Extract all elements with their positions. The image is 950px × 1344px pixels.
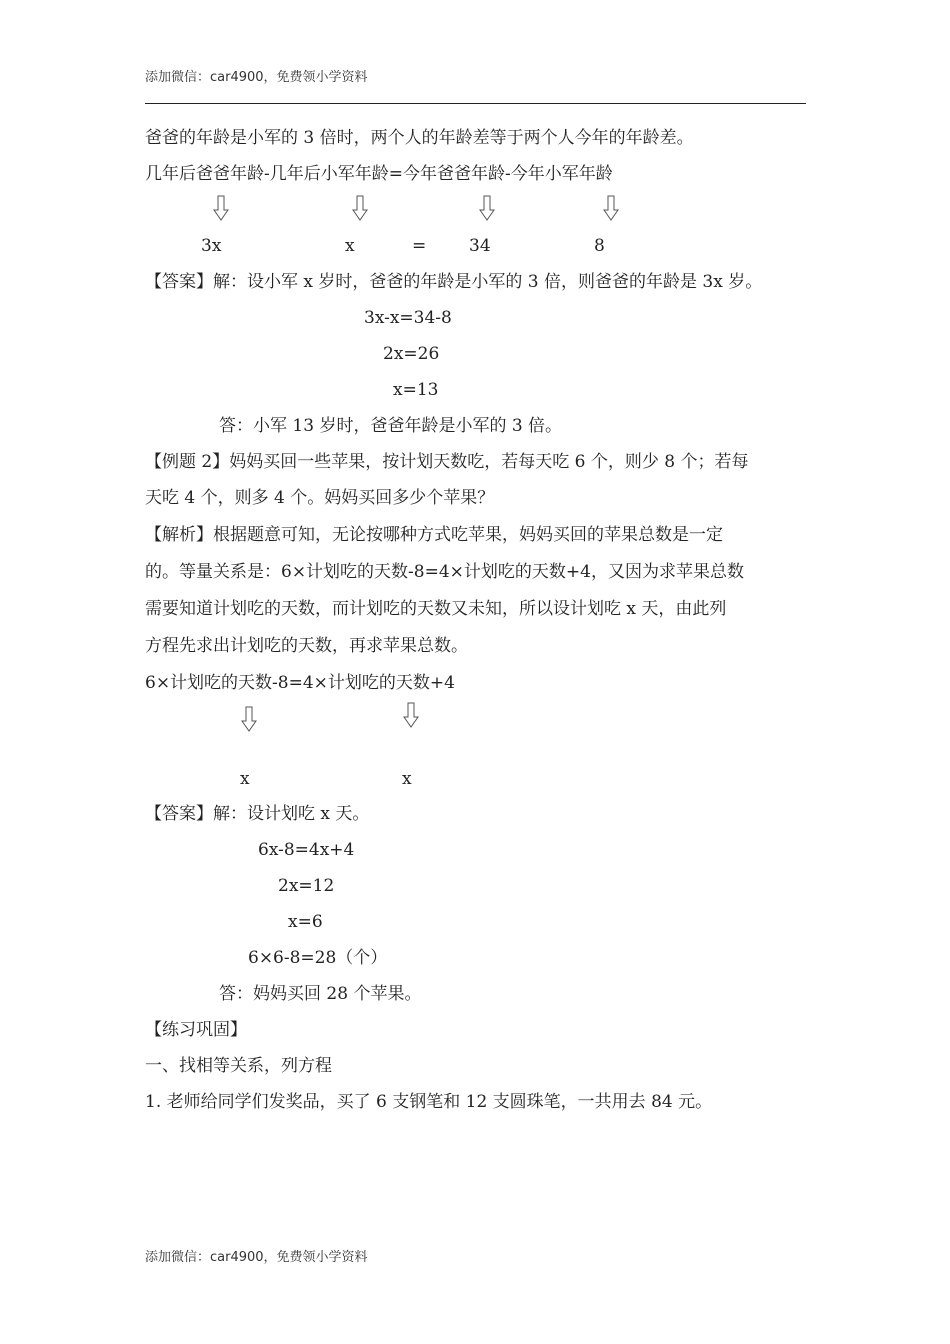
value-label: 8 bbox=[594, 236, 605, 256]
equation-line: 6x-8=4x+4 bbox=[258, 840, 355, 860]
example-title: 【例题 2】妈妈买回一些苹果，按计划天数吃，若每天吃 6 个，则少 8 个；若每 bbox=[145, 452, 749, 472]
equation-line: x=6 bbox=[288, 912, 323, 932]
equation-line: 3x-x=34-8 bbox=[364, 308, 452, 328]
equation-line: x=13 bbox=[393, 380, 439, 400]
value-label: 34 bbox=[469, 236, 491, 256]
down-arrow-icon bbox=[352, 195, 368, 221]
down-arrow-icon bbox=[603, 195, 619, 221]
analysis-line: 【解析】根据题意可知，无论按哪种方式吃苹果，妈妈买回的苹果总数是一定 bbox=[145, 525, 723, 545]
equation-line: 2x=26 bbox=[383, 344, 440, 364]
down-arrow-icon bbox=[241, 706, 257, 732]
answer-final: 答：小军 13 岁时，爸爸年龄是小军的 3 倍。 bbox=[219, 416, 563, 436]
section-title: 【练习巩固】 bbox=[145, 1020, 247, 1040]
equation-line: 6×6-8=28（个） bbox=[248, 948, 388, 968]
question-line: 1. 老师给同学们发奖品，买了 6 支钢笔和 12 支圆珠笔，一共用去 84 元。 bbox=[145, 1092, 713, 1112]
relation-line: 几年后爸爸年龄-几年后小军年龄=今年爸爸年龄-今年小军年龄 bbox=[145, 164, 613, 184]
value-label: x bbox=[345, 236, 355, 256]
text-line: 的。等量关系是：6×计划吃的天数-8=4×计划吃的天数+4，又因为求苹果总数 bbox=[145, 562, 744, 582]
value-label: 3x bbox=[201, 236, 222, 256]
section-heading: 一、找相等关系，列方程 bbox=[145, 1056, 332, 1076]
text-line: 爸爸的年龄是小军的 3 倍时，两个人的年龄差等于两个人今年的年龄差。 bbox=[145, 128, 694, 148]
page-header: 添加微信：car4900，免费领小学资料 bbox=[145, 70, 368, 85]
answer-line: 【答案】解：设计划吃 x 天。 bbox=[145, 804, 370, 824]
down-arrow-icon bbox=[479, 195, 495, 221]
equation-line: 2x=12 bbox=[278, 876, 335, 896]
down-arrow-icon bbox=[403, 702, 419, 728]
value-label: x bbox=[240, 769, 250, 789]
value-label: = bbox=[412, 236, 427, 256]
text-line: 需要知道计划吃的天数，而计划吃的天数又未知，所以设计划吃 x 天，由此列 bbox=[145, 599, 727, 619]
down-arrow-icon bbox=[213, 195, 229, 221]
answer-line: 【答案】解：设小军 x 岁时，爸爸的年龄是小军的 3 倍，则爸爸的年龄是 3x 岁。 bbox=[145, 272, 763, 292]
header-divider bbox=[145, 103, 806, 104]
relation-line: 6×计划吃的天数-8=4×计划吃的天数+4 bbox=[145, 673, 455, 693]
answer-final: 答：妈妈买回 28 个苹果。 bbox=[219, 984, 422, 1004]
text-line: 天吃 4 个，则多 4 个。妈妈买回多少个苹果？ bbox=[145, 488, 495, 508]
text-line: 方程先求出计划吃的天数，再求苹果总数。 bbox=[145, 636, 468, 656]
page-footer: 添加微信：car4900，免费领小学资料 bbox=[145, 1250, 368, 1265]
value-label: x bbox=[402, 769, 412, 789]
